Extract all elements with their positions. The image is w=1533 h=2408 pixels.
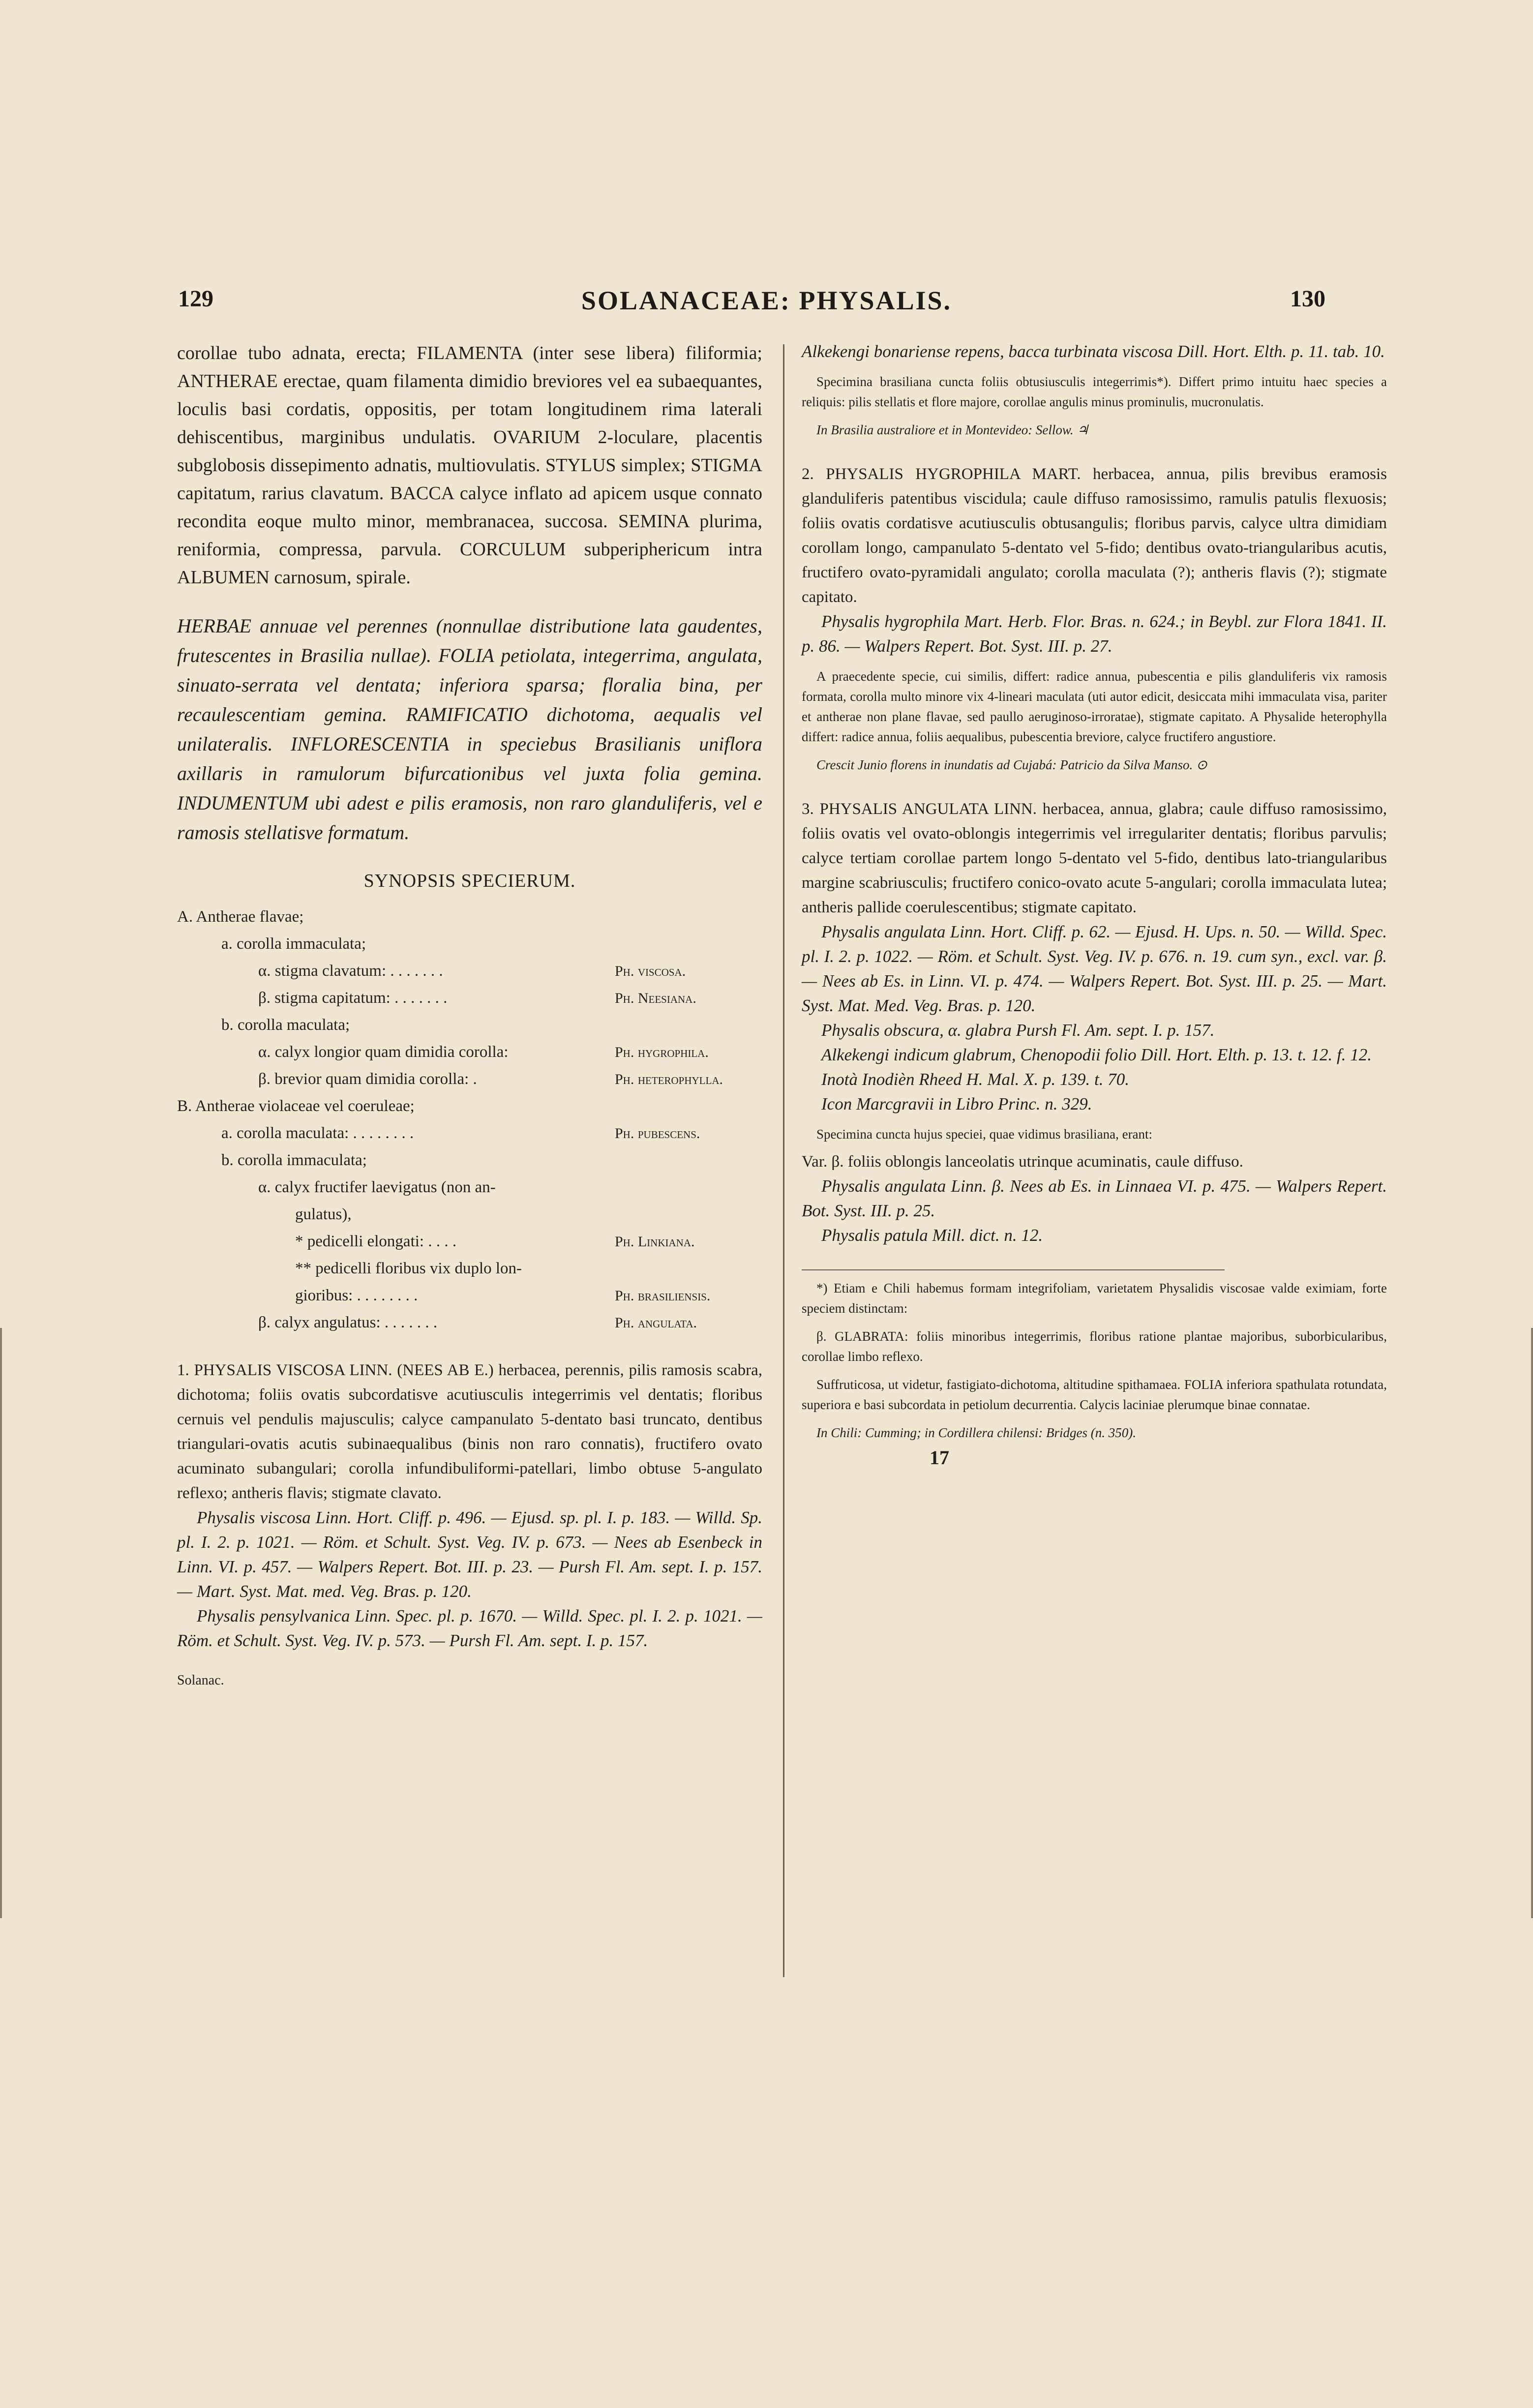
species-2-reference: Physalis hygrophila Mart. Herb. Flor. Bras. n. 624.; in Beybl. zur Flora 1841. II. p. 86. — Walpers Repert. Bot. Syst. III. p. 27.	[802, 612, 1387, 656]
synopsis-result: Ph. angulata.	[615, 1315, 697, 1331]
synopsis-row	[177, 1012, 762, 1039]
page-number-right: 130	[1290, 286, 1325, 312]
synopsis-result	[615, 1255, 762, 1282]
species-3-reference: Inotà Inodièn Rheed H. Mal. X. p. 139. t. 70.	[821, 1070, 1130, 1089]
synopsis-row	[177, 985, 762, 1012]
synopsis-label: α. calyx fructifer laevigatus (non an-	[258, 1178, 496, 1196]
synopsis-row	[177, 1120, 762, 1147]
species-3-reference: Alkekengi indicum glabrum, Chenopodii folio Dill. Hort. Elth. p. 13. t. 12. f. 12.	[821, 1045, 1372, 1064]
synopsis-row	[177, 1039, 762, 1066]
right-column	[802, 339, 1387, 1469]
page-number-left: 129	[178, 286, 213, 312]
synopsis-result: Ph. viscosa.	[615, 963, 686, 979]
footnote-text: Suffruticosa, ut videtur, fastigiato-dichotoma, altitudine spithamaea. FOLIA inferiora spathulata rotundata, superiora e basi subcordata in petiolum decurrentia. Calycis laciniae plerumque binae connatae.	[802, 1377, 1387, 1412]
synopsis-row	[177, 931, 762, 958]
synopsis-row	[177, 1282, 762, 1309]
synopsis-label: β. calyx angulatus: . . . . . . .	[258, 1314, 438, 1331]
synopsis-label: * pedicelli elongati: . . . .	[295, 1233, 457, 1250]
synopsis-result: Ph. Neesiana.	[615, 990, 696, 1006]
synopsis-result	[615, 1201, 762, 1228]
footnote-text: β. GLABRATA: foliis minoribus integerrimis, floribus ratione plantae majoribus, suborbicularibus, corollae limbo reflexo.	[802, 1329, 1387, 1364]
species-2-locality: Crescit Junio florens in inundatis ad Cujabá: Patricio da Silva Manso. ⊙	[816, 757, 1207, 772]
synopsis-result	[615, 1093, 762, 1120]
synopsis-row	[177, 903, 762, 931]
synopsis-label: b. corolla maculata;	[221, 1016, 350, 1034]
species-1-reference: Physalis viscosa Linn. Hort. Cliff. p. 496. — Ejusd. sp. pl. I. p. 183. — Willd. Sp. pl. I. 2. p. 1021. — Röm. et Schult. Syst. Veg. IV. p. 673. — Nees ab Esenbeck in Linn. VI. p. 457. — Walpers Repert. Bot. III. p. 23. — Pursh Fl. Am. sept. I. p. 157. — Mart. Syst. Mat. med. Veg. Bras. p. 120.	[177, 1508, 762, 1601]
synopsis-row	[177, 1174, 762, 1201]
species-2-description: 2. PHYSALIS HYGROPHILA MART. herbacea, annua, pilis brevibus eramosis glanduliferis patentibus viscidula; caule diffuso ramosissimo, ramulis patulis flexuosis; foliis ovatis cordatisve acutiusculis obtusangulis; floribus parvis, calyce ultra dimidiam corollam longo, campanulato 5-dentato vel 5-fido; dentibus ovato-triangularibus acutis, fructifero ovato-pyramidali angulato; corolla maculata (?); antheris flavis (?); stigmate capitato.	[802, 465, 1387, 606]
column-divider	[783, 344, 784, 1977]
synopsis-title: SYNOPSIS SPECIERUM.	[363, 871, 576, 891]
page-edge-shadow	[0, 1328, 2, 1918]
species-3-reference: Physalis obscura, α. glabra Pursh Fl. Am. sept. I. p. 157.	[821, 1021, 1215, 1040]
synopsis-label: β. stigma capitatum: . . . . . . .	[258, 989, 448, 1007]
variety-reference: Physalis patula Mill. dict. n. 12.	[821, 1226, 1043, 1245]
species-3-reference: Icon Marcgravii in Libro Princ. n. 329.	[821, 1094, 1092, 1114]
synopsis-result: Ph. Linkiana.	[615, 1234, 695, 1250]
synopsis-result	[615, 1174, 762, 1201]
species-3-reference: Physalis angulata Linn. Hort. Cliff. p. 62. — Ejusd. H. Ups. n. 50. — Willd. Spec. pl. I. 2. p. 1022. — Röm. et Schult. Syst. Veg. IV. p. 676. n. 19. cum syn., excl. var. β. — Nees ab Es. in Linn. VI. p. 474. — Walpers Repert. Bot. Syst. III. p. 25. — Mart. Syst. Mat. Med. Veg. Bras. p. 120.	[802, 922, 1387, 1015]
synopsis-label: B. Antherae violaceae vel coeruleae;	[177, 1097, 415, 1115]
synopsis-row	[177, 1147, 762, 1174]
left-column	[177, 339, 762, 1688]
variety-description: Var. β. foliis oblongis lanceolatis utrinque acuminatis, caule diffuso.	[802, 1153, 1243, 1171]
species-3-note: Specimina cuncta hujus speciei, quae vidimus brasiliana, erant:	[816, 1127, 1153, 1142]
signature-mark: Solanac.	[177, 1673, 224, 1688]
species-1-description: 1. PHYSALIS VISCOSA LINN. (NEES AB E.) herbacea, perennis, pilis ramosis scabra, dichotoma; foliis ovatis subcordatisve acutiusculis integerrimis vel dentatis; floribus cernuis vel pendulis majusculis; calyce campanulato 5-dentato basi truncato, dentibus triangulari-ovatis acutis subinaequalibus (binis non raro connatis), fructifero ovato acuminato subangulari; corolla infundibuliformi-patellari, limbo obtuse 5-angulato reflexo; antheris flavis; stigmate clavato.	[177, 1361, 762, 1502]
synopsis-label: A. Antherae flavae;	[177, 908, 304, 926]
synopsis-label: α. stigma clavatum: . . . . . . .	[258, 962, 443, 980]
species-locality: In Brasilia australiore et in Montevideo: Sellow. ♃	[816, 422, 1089, 437]
synopsis-row	[177, 1309, 762, 1336]
synopsis-result: Ph. hygrophila.	[615, 1044, 709, 1060]
species-3-description: 3. PHYSALIS ANGULATA LINN. herbacea, annua, glabra; caule diffuso ramosissimo, foliis ovatis vel ovato-oblongis integerrimis vel irregulariter dentatis; floribus parvulis; calyce tertiam corollae partem longo 5-dentato vel 5-fido, dentibus lato-triangularibus margine scabriusculis; fructifero conico-ovato acute 5-angulari; corolla immaculata lutea; antheris pallide coerulescentibus; stigmate capitato.	[802, 800, 1387, 916]
synopsis-label: β. brevior quam dimidia corolla: .	[258, 1070, 477, 1088]
synopsis-result: Ph. brasiliensis.	[615, 1288, 711, 1304]
synopsis-result	[615, 931, 762, 958]
synopsis-label: b. corolla immaculata;	[221, 1151, 367, 1169]
footnote-text: *) Etiam e Chili habemus formam integrifoliam, varietatem Physalidis viscosae valde eximiam, forte speciem distinctam:	[802, 1281, 1387, 1316]
synopsis-label: gulatus),	[295, 1205, 352, 1223]
species-note: Specimina brasiliana cuncta foliis obtusiusculis integerrimis*). Differt primo intuitu haec species a reliquis: pilis stellatis et flore majore, corollae angulis minus prominulis, mucronulatis.	[802, 374, 1387, 409]
synopsis-label: ** pedicelli floribus vix duplo lon-	[295, 1260, 522, 1277]
synopsis-label: α. calyx longior quam dimidia corolla:	[258, 1043, 509, 1061]
footnote-rule	[802, 1269, 1225, 1270]
synopsis-row	[177, 1093, 762, 1120]
synopsis-result: Ph. pubescens.	[615, 1125, 700, 1142]
synopsis-row	[177, 1228, 762, 1255]
running-title: SOLANACEAE: PHYSALIS.	[581, 286, 952, 315]
habit-description: HERBAE annuae vel perennes (nonnullae distributione lata gaudentes, frutescentes in Brasilia nullae). FOLIA petiolata, integerrima, angulata, sinuato-serrata vel dentata; inferiora sparsa; floralia bina, per recaulescentiam gemina. RAMIFICATIO dichotoma, aequalis vel unilateralis. INFLORESCENTIA in speciebus Brasilianis uniflora axillaris in ramulorum bifurcationibus vel juxta folia gemina. INDUMENTUM ubi adest e pilis eramosis, non raro glanduliferis, vel e ramosis stellatisve formatum.	[177, 615, 762, 843]
genus-description: corollae tubo adnata, erecta; FILAMENTA (inter sese libera) filiformia; ANTHERAE erectae, quam filamenta dimidio breviores vel ea subaequantes, loculis basi cordatis, oppositis, per totam longitudinem rima laterali dehiscentibus, marginibus undulatis. OVARIUM 2-loculare, placentis subglobosis dissepimento adnatis, multiovulatis. STYLUS simplex; STIGMA capitatum, rarius clavatum. BACCA calyce inflato ad apicem usque connato recondita eoque multo minor, membranacea, succosa. SEMINA plurima, reniformia, compressa, parvula. CORCULUM subperiphericum intra ALBUMEN carnosum, spirale.	[177, 343, 762, 588]
synopsis-result	[615, 1012, 762, 1039]
species-2-note: A praecedente specie, cui similis, differt: radice annua, pubescentia e pilis glanduliferis vix ramosis formata, corolla multo minore vix 4-lineari maculata (uti autor edicit, desiccata mihi immaculata visa, pariter et antherae non plane flavae, sed paullo aeruginoso-irroratae), stigmate capitato. A Physalide heterophylla differt: radice annua, foliis aequalibus, pubescentia breviore, calyce fructifero angustiore.	[802, 669, 1387, 744]
synopsis-key	[177, 903, 762, 1336]
signature-number: 17	[930, 1446, 949, 1469]
synopsis-row	[177, 1066, 762, 1093]
synopsis-row	[177, 1201, 762, 1228]
variety-reference: Physalis angulata Linn. β. Nees ab Es. in Linnaea VI. p. 475. — Walpers Repert. Bot. Syst. III. p. 25.	[802, 1176, 1387, 1220]
species-1-reference: Physalis pensylvanica Linn. Spec. pl. p. 1670. — Willd. Spec. pl. I. 2. p. 1021. — Röm. et Schult. Syst. Veg. IV. p. 573. — Pursh Fl. Am. sept. I. p. 157.	[177, 1606, 762, 1650]
page-edge-shadow	[1531, 1328, 1533, 1918]
synopsis-result: Ph. heterophylla.	[615, 1071, 723, 1087]
synopsis-row	[177, 958, 762, 985]
footnote-locality: In Chili: Cumming; in Cordillera chilensi: Bridges (n. 350).	[816, 1425, 1136, 1440]
synopsis-result	[615, 903, 762, 931]
synopsis-label: a. corolla maculata: . . . . . . . .	[221, 1124, 414, 1142]
synonym-reference: Alkekengi bonariense repens, bacca turbinata viscosa Dill. Hort. Elth. p. 11. tab. 10.	[802, 342, 1385, 361]
synopsis-label: a. corolla immaculata;	[221, 935, 366, 953]
synopsis-row	[177, 1255, 762, 1282]
synopsis-label: gioribus: . . . . . . . .	[295, 1287, 418, 1304]
synopsis-result	[615, 1147, 762, 1174]
